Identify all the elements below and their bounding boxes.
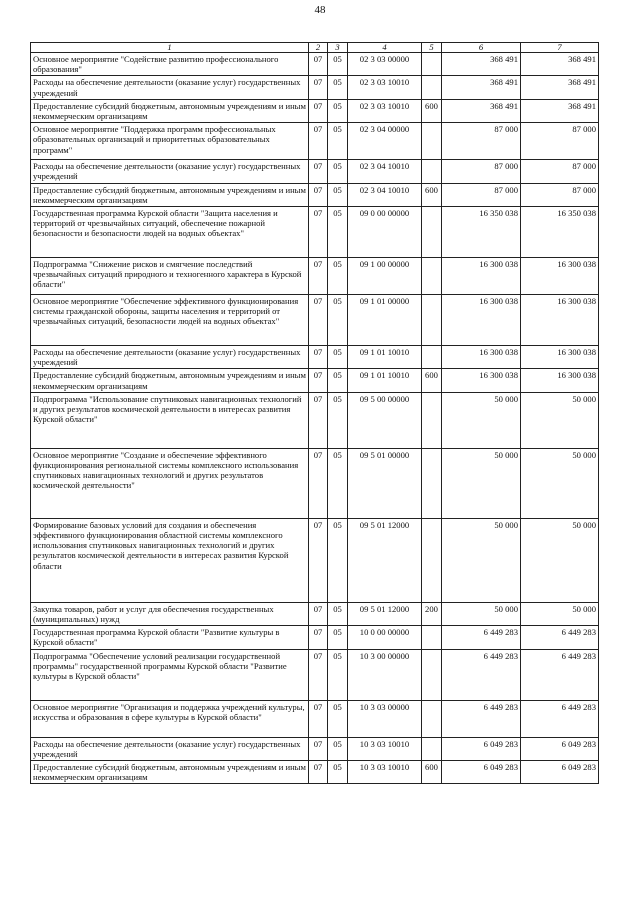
row-name: Основное мероприятие "Организация и поддержка учреждений культуры, искусства и образования в сфере культуры в Курской области"	[31, 700, 309, 737]
row-section: 07	[309, 700, 328, 737]
row-amount-2: 87 000	[521, 183, 599, 206]
row-target-code: 10 0 00 00000	[348, 626, 422, 649]
row-name: Расходы на обеспечение деятельности (оказание услуг) государственных учреждений	[31, 737, 309, 760]
row-amount-2: 6 049 283	[521, 737, 599, 760]
row-amount-1: 6 049 283	[442, 737, 521, 760]
row-amount-2: 87 000	[521, 123, 599, 160]
table-row	[31, 53, 599, 76]
row-name: Расходы на обеспечение деятельности (оказание услуг) государственных учреждений	[31, 346, 309, 369]
row-section: 07	[309, 346, 328, 369]
row-expense-type	[422, 295, 442, 346]
row-amount-2: 6 449 283	[521, 649, 599, 700]
row-expense-type	[422, 392, 442, 448]
table-row	[31, 99, 599, 122]
row-name: Предоставление субсидий бюджетным, автономным учреждениям и иным некоммерческим организациям	[31, 183, 309, 206]
row-amount-2: 16 350 038	[521, 207, 599, 258]
table-row	[31, 346, 599, 369]
row-section: 07	[309, 207, 328, 258]
row-subsection: 05	[328, 295, 348, 346]
table-row	[31, 392, 599, 448]
row-expense-type: 600	[422, 183, 442, 206]
row-section: 07	[309, 123, 328, 160]
row-target-code: 09 5 01 12000	[348, 518, 422, 602]
row-expense-type	[422, 258, 442, 295]
row-name: Подпрограмма "Использование спутниковых навигационных технологий и других результатов космической деятельности в интересах развития Курской области"	[31, 392, 309, 448]
row-target-code: 02 3 03 00000	[348, 53, 422, 76]
row-subsection: 05	[328, 448, 348, 518]
row-section: 07	[309, 183, 328, 206]
row-section: 07	[309, 295, 328, 346]
row-name: Основное мероприятие "Содействие развитию профессионального образования"	[31, 53, 309, 76]
table-row	[31, 448, 599, 518]
row-expense-type	[422, 737, 442, 760]
row-amount-2: 50 000	[521, 392, 599, 448]
row-subsection: 05	[328, 160, 348, 183]
header-cell: 3	[328, 43, 348, 53]
row-target-code: 09 5 01 12000	[348, 602, 422, 625]
row-amount-2: 6 449 283	[521, 626, 599, 649]
table-row	[31, 700, 599, 737]
row-name: Подпрограмма "Снижение рисков и смягчение последствий чрезвычайных ситуаций природного и техногенного характера в Курской области"	[31, 258, 309, 295]
row-target-code: 09 5 01 00000	[348, 448, 422, 518]
row-amount-1: 50 000	[442, 602, 521, 625]
row-section: 07	[309, 258, 328, 295]
row-amount-2: 16 300 038	[521, 295, 599, 346]
row-section: 07	[309, 761, 328, 784]
row-section: 07	[309, 99, 328, 122]
row-amount-1: 368 491	[442, 76, 521, 99]
table-row	[31, 649, 599, 700]
row-amount-1: 16 300 038	[442, 258, 521, 295]
row-expense-type	[422, 700, 442, 737]
table-row	[31, 602, 599, 625]
row-target-code: 10 3 03 00000	[348, 700, 422, 737]
row-target-code: 09 1 01 10010	[348, 346, 422, 369]
row-section: 07	[309, 518, 328, 602]
row-expense-type	[422, 123, 442, 160]
row-amount-2: 368 491	[521, 99, 599, 122]
table-row	[31, 369, 599, 392]
row-target-code: 09 0 00 00000	[348, 207, 422, 258]
row-target-code: 02 3 04 10010	[348, 160, 422, 183]
row-expense-type	[422, 626, 442, 649]
row-subsection: 05	[328, 518, 348, 602]
header-cell: 7	[521, 43, 599, 53]
row-subsection: 05	[328, 258, 348, 295]
row-section: 07	[309, 737, 328, 760]
row-amount-1: 87 000	[442, 183, 521, 206]
row-expense-type: 200	[422, 602, 442, 625]
row-section: 07	[309, 602, 328, 625]
row-amount-2: 16 300 038	[521, 346, 599, 369]
row-expense-type	[422, 649, 442, 700]
row-amount-2: 16 300 038	[521, 369, 599, 392]
row-target-code: 02 3 03 10010	[348, 99, 422, 122]
row-amount-1: 6 449 283	[442, 649, 521, 700]
row-amount-2: 6 049 283	[521, 761, 599, 784]
row-expense-type	[422, 518, 442, 602]
row-amount-2: 50 000	[521, 602, 599, 625]
table-row	[31, 761, 599, 784]
row-subsection: 05	[328, 76, 348, 99]
table-row	[31, 76, 599, 99]
row-target-code: 09 1 01 10010	[348, 369, 422, 392]
row-target-code: 09 1 01 00000	[348, 295, 422, 346]
row-name: Государственная программа Курской области "Защита населения и территорий от чрезвычайных ситуаций, обеспечение пожарной безопасности и безопасности людей на водных объектах"	[31, 207, 309, 258]
row-subsection: 05	[328, 207, 348, 258]
row-expense-type	[422, 448, 442, 518]
row-subsection: 05	[328, 602, 348, 625]
header-cell: 4	[348, 43, 422, 53]
row-subsection: 05	[328, 700, 348, 737]
row-amount-1: 87 000	[442, 160, 521, 183]
header-row	[31, 43, 599, 53]
row-expense-type: 600	[422, 99, 442, 122]
row-subsection: 05	[328, 369, 348, 392]
row-expense-type: 600	[422, 761, 442, 784]
row-amount-2: 87 000	[521, 160, 599, 183]
row-subsection: 05	[328, 626, 348, 649]
row-subsection: 05	[328, 53, 348, 76]
row-name: Государственная программа Курской области "Развитие культуры в Курской области"	[31, 626, 309, 649]
row-amount-1: 16 300 038	[442, 346, 521, 369]
row-name: Расходы на обеспечение деятельности (оказание услуг) государственных учреждений	[31, 76, 309, 99]
row-subsection: 05	[328, 737, 348, 760]
budget-table	[30, 42, 599, 784]
table-row	[31, 295, 599, 346]
row-name: Формирование базовых условий для создания и обеспечения эффективного функционирования областной системы комплексного использования спутниковых навигационных технологий и других результатов космической деятельности в интересах развития Курской области	[31, 518, 309, 602]
row-amount-2: 368 491	[521, 53, 599, 76]
row-subsection: 05	[328, 392, 348, 448]
row-target-code: 02 3 04 10010	[348, 183, 422, 206]
row-target-code: 10 3 03 10010	[348, 761, 422, 784]
row-section: 07	[309, 76, 328, 99]
row-expense-type: 600	[422, 369, 442, 392]
header-cell: 2	[309, 43, 328, 53]
row-amount-1: 368 491	[442, 99, 521, 122]
table-row	[31, 258, 599, 295]
row-amount-1: 50 000	[442, 392, 521, 448]
row-target-code: 02 3 04 00000	[348, 123, 422, 160]
row-target-code: 02 3 03 10010	[348, 76, 422, 99]
row-amount-2: 16 300 038	[521, 258, 599, 295]
row-amount-1: 16 350 038	[442, 207, 521, 258]
row-amount-1: 6 049 283	[442, 761, 521, 784]
row-name: Предоставление субсидий бюджетным, автономным учреждениям и иным некоммерческим организациям	[31, 99, 309, 122]
row-subsection: 05	[328, 649, 348, 700]
row-section: 07	[309, 649, 328, 700]
row-expense-type	[422, 160, 442, 183]
row-amount-1: 6 449 283	[442, 626, 521, 649]
header-cell: 1	[31, 43, 309, 53]
row-amount-2: 6 449 283	[521, 700, 599, 737]
row-target-code: 10 3 00 00000	[348, 649, 422, 700]
header-cell: 6	[442, 43, 521, 53]
row-subsection: 05	[328, 346, 348, 369]
row-amount-2: 368 491	[521, 76, 599, 99]
row-expense-type	[422, 53, 442, 76]
row-section: 07	[309, 53, 328, 76]
row-name: Основное мероприятие "Поддержка программ профессиональных образовательных организаций и приоритетных образовательных программ"	[31, 123, 309, 160]
row-amount-1: 50 000	[442, 518, 521, 602]
row-amount-1: 368 491	[442, 53, 521, 76]
table-row	[31, 123, 599, 160]
row-name: Предоставление субсидий бюджетным, автономным учреждениям и иным некоммерческим организациям	[31, 761, 309, 784]
row-name: Подпрограмма "Обеспечение условий реализации государственной программы" государственной программы Курской области "Развитие культуры в Курской области"	[31, 649, 309, 700]
row-amount-1: 50 000	[442, 448, 521, 518]
table-row	[31, 518, 599, 602]
row-subsection: 05	[328, 99, 348, 122]
row-subsection: 05	[328, 123, 348, 160]
header-cell: 5	[422, 43, 442, 53]
table-row	[31, 160, 599, 183]
row-amount-1: 16 300 038	[442, 295, 521, 346]
row-section: 07	[309, 369, 328, 392]
row-section: 07	[309, 448, 328, 518]
table-row	[31, 626, 599, 649]
row-section: 07	[309, 626, 328, 649]
row-name: Основное мероприятие "Обеспечение эффективного функционирования системы гражданской обороны, защиты населения и территорий от чрезвычайных ситуаций, безопасности людей на водных объектах"	[31, 295, 309, 346]
row-target-code: 09 1 00 00000	[348, 258, 422, 295]
table-row	[31, 183, 599, 206]
page-number: 48	[314, 4, 326, 16]
row-target-code: 10 3 03 10010	[348, 737, 422, 760]
row-expense-type	[422, 207, 442, 258]
row-name: Закупка товаров, работ и услуг для обеспечения государственных (муниципальных) нужд	[31, 602, 309, 625]
row-subsection: 05	[328, 761, 348, 784]
row-amount-2: 50 000	[521, 448, 599, 518]
row-expense-type	[422, 346, 442, 369]
row-section: 07	[309, 160, 328, 183]
row-target-code: 09 5 00 00000	[348, 392, 422, 448]
row-amount-1: 6 449 283	[442, 700, 521, 737]
table-row	[31, 737, 599, 760]
row-name: Предоставление субсидий бюджетным, автономным учреждениям и иным некоммерческим организациям	[31, 369, 309, 392]
row-subsection: 05	[328, 183, 348, 206]
row-amount-1: 87 000	[442, 123, 521, 160]
row-section: 07	[309, 392, 328, 448]
row-amount-1: 16 300 038	[442, 369, 521, 392]
row-name: Основное мероприятие "Создание и обеспечение эффективного функционирования региональной системы комплексного использования спутниковых навигационных технологий и других результатов космической деятельности"	[31, 448, 309, 518]
table-row	[31, 207, 599, 258]
row-name: Расходы на обеспечение деятельности (оказание услуг) государственных учреждений	[31, 160, 309, 183]
row-expense-type	[422, 76, 442, 99]
row-amount-2: 50 000	[521, 518, 599, 602]
